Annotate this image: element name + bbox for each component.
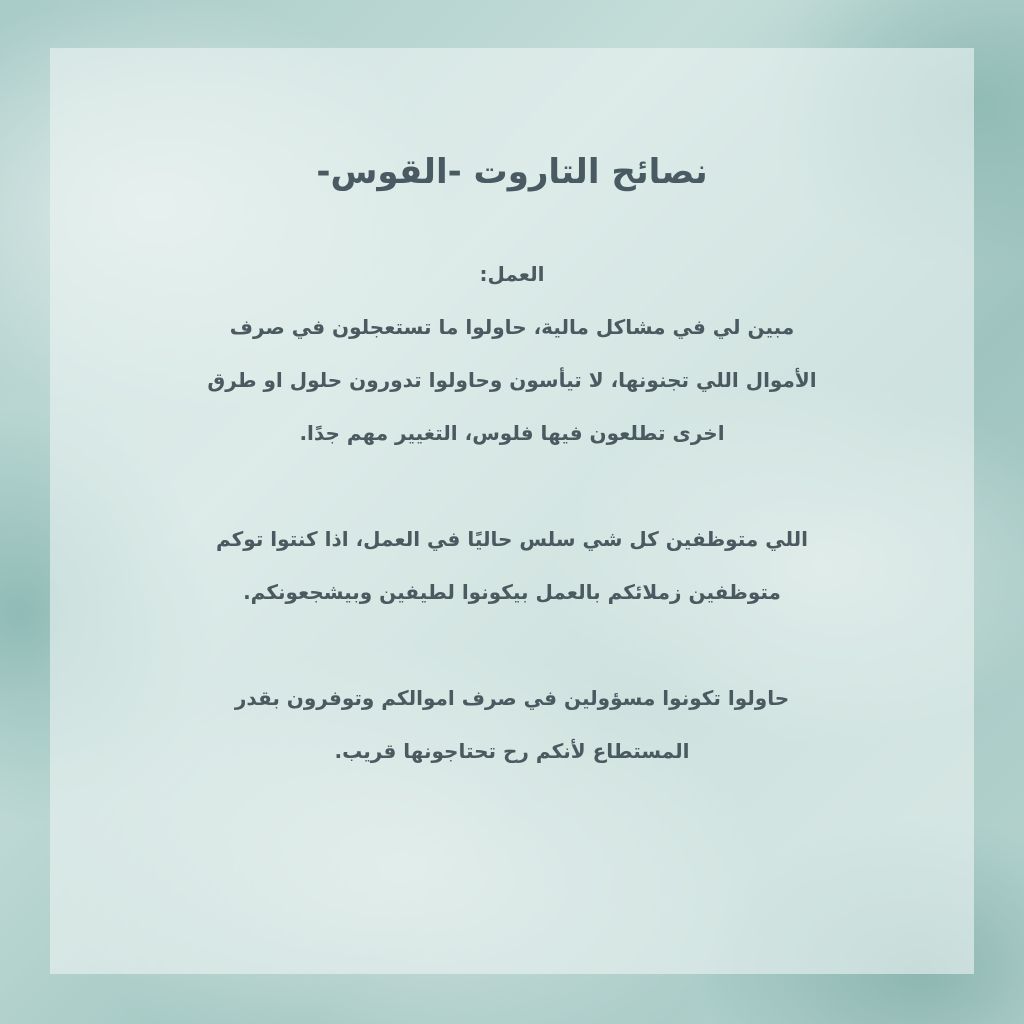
section-label-text: العمل: (479, 262, 545, 286)
tarot-advice-body (150, 248, 874, 778)
paragraph-line: اللي متوظفين كل شي سلس حاليًا في العمل، اذا كنتوا توكم (215, 527, 808, 551)
paragraph-line: متوظفين زملائكم بالعمل بيكونوا لطيفين وبيشجعونكم. (243, 580, 781, 604)
content-card (50, 48, 974, 974)
page-title: نصائح التاروت -القوس- (316, 152, 708, 192)
paragraph-spacer (150, 619, 874, 672)
paragraph-line: حاولوا تكونوا مسؤولين في صرف اموالكم وتوفرون بقدر (234, 686, 790, 710)
paragraph-line: مبين لي في مشاكل مالية، حاولوا ما تستعجلون في صرف (229, 315, 795, 339)
paragraph-finance (150, 301, 874, 460)
paragraph-line: الأموال اللي تجنونها، لا تيأسون وحاولوا تدورون حلول او طرق (207, 368, 817, 392)
paragraph-employees (150, 513, 874, 619)
paragraph-spacer (150, 460, 874, 513)
section-label (150, 248, 874, 301)
paragraph-line: اخرى تطلعون فيها فلوس، التغيير مهم جدًا. (299, 421, 725, 445)
paragraph-savings (150, 672, 874, 778)
paragraph-line: المستطاع لأنكم رح تحتاجونها قريب. (334, 739, 690, 763)
